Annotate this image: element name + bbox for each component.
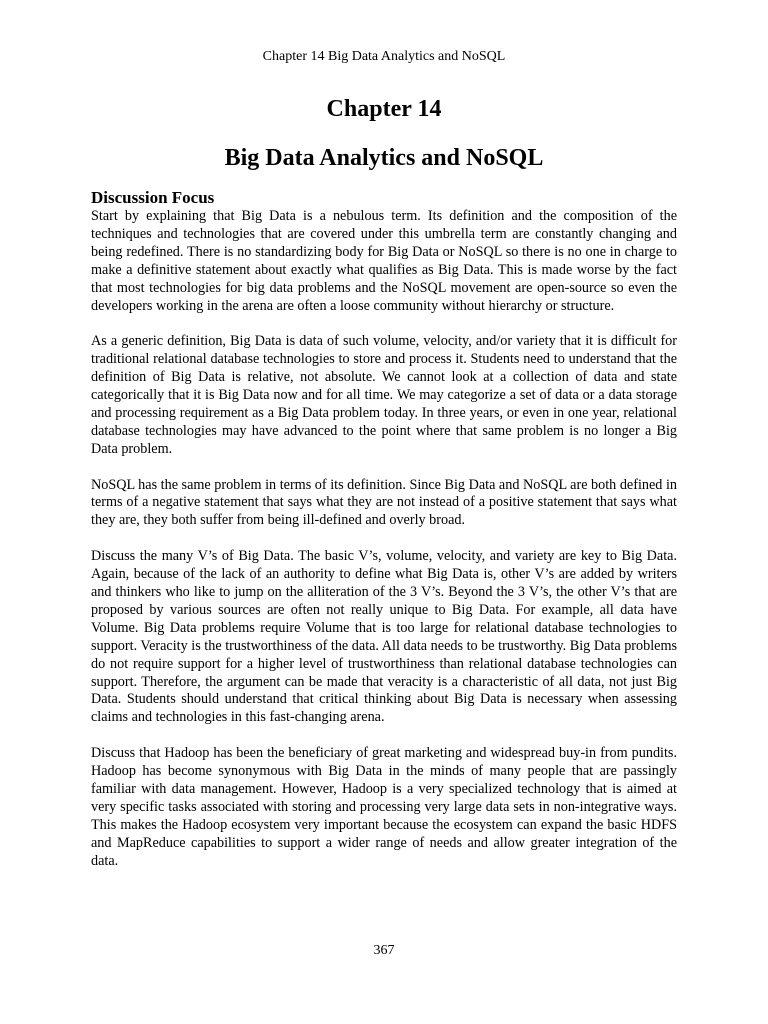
paragraph: NoSQL has the same problem in terms of its definition. Since Big Data and NoSQL are both defined in terms of a negative statement that says what they are not instead of a positive statement that says what they are, they both suffer from being ill-defined and overly broad. <box>91 476 677 529</box>
paragraph: As a generic definition, Big Data is data of such volume, velocity, and/or variety that it is difficult for traditional relational database technologies to store and process it. Students need to understand that the definition of Big Data is relative, not absolute. We cannot look at a collection of data and state categorically that it is Big Data now and for all time. We may categorize a set of data or a data storage and processing requirement as a Big Data problem today. In three years, or even in one year, relational database technologies may have advanced to the point where that same problem is no longer a Big Data problem. <box>91 333 677 457</box>
chapter-title: Big Data Analytics and NoSQL <box>224 145 544 171</box>
running-header: Chapter 14 Big Data Analytics and NoSQL <box>262 49 506 64</box>
section-heading: Discussion Focus <box>91 188 215 207</box>
chapter-number: Chapter 14 <box>326 96 442 122</box>
paragraph: Discuss the many V’s of Big Data. The basic V’s, volume, velocity, and variety are key to Big Data. Again, because of the lack of an authority to define what Big Data is, other V’s are added by writers and thinkers who like to jump on the alliteration of the 3 V’s. Beyond the 3 V’s, the other V’s that are proposed by various sources are often not really unique to Big Data. For example, all data have Volume. Big Data problems require Volume that is too large for relational database technologies to support. Veracity is the trustworthiness of the data. All data needs to be trustworthy. Big Data problems do not require support for a higher level of trustworthiness than relational database technologies can support. Therefore, the argument can be made that veracity is a characteristic of all data, not just Big Data. Students should understand that critical thinking about Big Data is necessary when assessing claims and technologies in this fast-changing arena. <box>91 548 677 726</box>
page-number: 367 <box>373 943 395 958</box>
paragraph: Discuss that Hadoop has been the beneficiary of great marketing and widespread buy-in from pundits. Hadoop has become synonymous with Big Data in the minds of many people that are passingly familiar with data management. However, Hadoop is a very specialized technology that is aimed at very specific tasks associated with storing and processing very large data sets in non-integrative ways. This makes the Hadoop ecosystem very important because the ecosystem can expand the basic HDFS and MapReduce capabilities to support a wider range of needs and allow greater integration of the data. <box>91 745 677 869</box>
paragraph: Start by explaining that Big Data is a nebulous term. Its definition and the composition of the techniques and technologies that are covered under this umbrella term are constantly changing and being redefined. There is no standardizing body for Big Data or NoSQL so there is no one in charge to make a definitive statement about exactly what qualifies as Big Data. This is made worse by the fact that most technologies for big data problems and the NoSQL movement are open-source so even the developers working in the arena are often a loose community without hierarchy or structure. <box>91 208 677 314</box>
section-content <box>91 188 677 888</box>
